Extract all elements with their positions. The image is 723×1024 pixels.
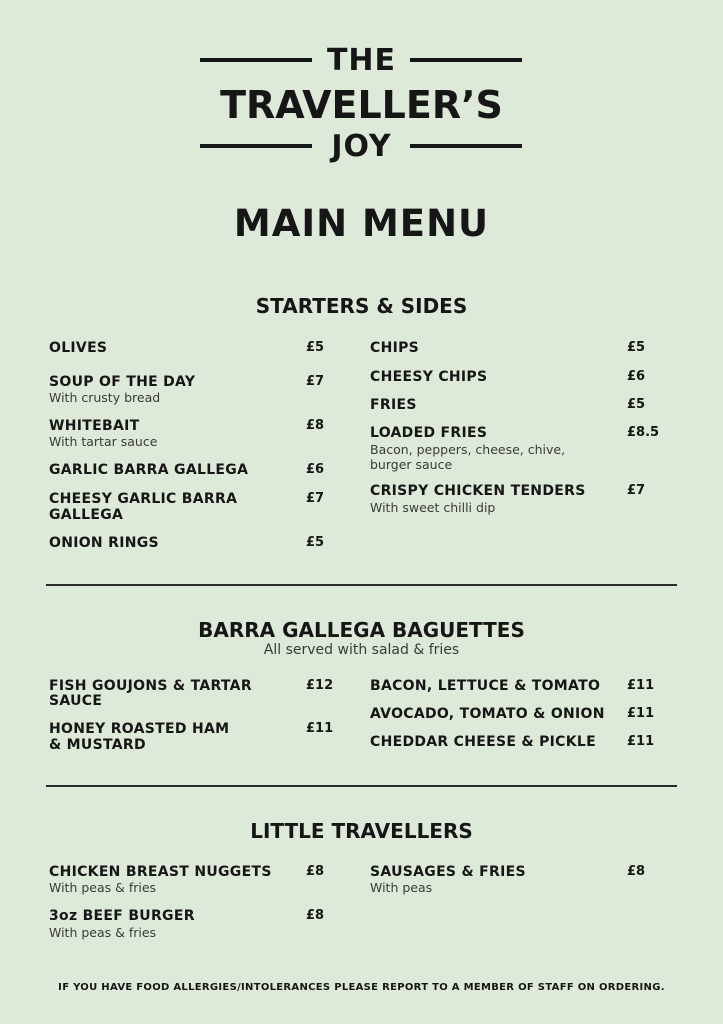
menu-item-price: £5 bbox=[306, 535, 325, 550]
menu-item-price: £6 bbox=[627, 369, 646, 384]
menu-item-desc: Bacon, peppers, cheese, chive, bbox=[370, 442, 566, 457]
menu-item-name: SOUP OF THE DAY bbox=[49, 374, 196, 390]
section-heading-little-travellers: LITTLE TRAVELLERS bbox=[250, 819, 473, 843]
menu-item-name: BACON, LETTUCE & TOMATO bbox=[370, 678, 601, 694]
menu-item-price: £7 bbox=[306, 491, 325, 506]
menu-item-name: CHEDDAR CHEESE & PICKLE bbox=[370, 734, 596, 750]
menu-item-name: LOADED FRIES bbox=[370, 425, 488, 441]
menu-item-price: £5 bbox=[627, 340, 646, 355]
menu-item-name: CHICKEN BREAST NUGGETS bbox=[49, 864, 272, 880]
menu-item-name: CHEESY GARLIC BARRA bbox=[49, 491, 238, 507]
menu-item-name: OLIVES bbox=[49, 340, 108, 356]
section-heading-baguettes: BARRA GALLEGA BAGUETTES bbox=[198, 618, 525, 642]
menu-item-price: £12 bbox=[306, 678, 334, 693]
menu-item-name: ONION RINGS bbox=[49, 535, 159, 551]
section-subheading-baguettes: All served with salad & fries bbox=[263, 642, 460, 658]
menu-item-price: £5 bbox=[306, 340, 325, 355]
menu-item-price: £11 bbox=[627, 706, 655, 721]
menu-item-name: 3oz BEEF BURGER bbox=[49, 908, 195, 924]
menu-item-desc: With sweet chilli dip bbox=[370, 500, 496, 515]
section-heading-starters: STARTERS & SIDES bbox=[255, 294, 468, 318]
allergy-notice: IF YOU HAVE FOOD ALLERGIES/INTOLERANCES PLEASE REPORT TO A MEMBER OF STAFF ON ORDERING. bbox=[58, 982, 665, 993]
menu-item-name: AVOCADO, TOMATO & ONION bbox=[370, 706, 605, 722]
menu-item-price: £8.5 bbox=[627, 425, 660, 440]
menu-item-name: HONEY ROASTED HAM bbox=[49, 721, 230, 737]
menu-item-price: £11 bbox=[306, 721, 334, 736]
logo-line-joy: JOY bbox=[331, 129, 392, 164]
menu-item-desc: With crusty bread bbox=[49, 390, 161, 405]
logo-line-the: THE bbox=[326, 43, 397, 78]
menu-item-name: FISH GOUJONS & TARTAR bbox=[49, 678, 252, 694]
menu-item-price: £8 bbox=[306, 864, 325, 879]
menu-item-desc-cont: burger sauce bbox=[370, 457, 453, 472]
menu-item-name-cont: SAUCE bbox=[49, 693, 103, 709]
menu-item-name: CHIPS bbox=[370, 340, 420, 356]
menu-item-name-cont: & MUSTARD bbox=[49, 737, 146, 753]
section-divider bbox=[46, 584, 677, 586]
menu-item-name: CRISPY CHICKEN TENDERS bbox=[370, 483, 586, 499]
menu-item-name: SAUSAGES & FRIES bbox=[370, 864, 526, 880]
section-divider bbox=[46, 785, 677, 787]
menu-item-price: £7 bbox=[306, 374, 325, 389]
page-title: MAIN MENU bbox=[233, 202, 490, 245]
menu-item-name: FRIES bbox=[370, 397, 417, 413]
menu-item-desc: With peas & fries bbox=[49, 880, 157, 895]
menu-item-desc: With peas & fries bbox=[49, 925, 157, 940]
menu-item-price: £8 bbox=[306, 908, 325, 923]
menu-item-price: £11 bbox=[627, 734, 655, 749]
menu-item-price: £7 bbox=[627, 483, 646, 498]
menu-item-price: £8 bbox=[306, 418, 325, 433]
menu-item-price: £6 bbox=[306, 462, 325, 477]
menu-item-price: £5 bbox=[627, 397, 646, 412]
menu-item-price: £11 bbox=[627, 678, 655, 693]
menu-item-name: CHEESY CHIPS bbox=[370, 369, 488, 385]
menu-item-name: WHITEBAIT bbox=[49, 418, 140, 434]
menu-item-desc: With peas bbox=[370, 880, 433, 895]
menu-item-desc: With tartar sauce bbox=[49, 434, 158, 449]
menu-item-name: GARLIC BARRA GALLEGA bbox=[49, 462, 249, 478]
menu-item-price: £8 bbox=[627, 864, 646, 879]
logo-line-travellers: TRAVELLER’S bbox=[220, 83, 503, 127]
menu-item-name-cont: GALLEGA bbox=[49, 507, 124, 523]
